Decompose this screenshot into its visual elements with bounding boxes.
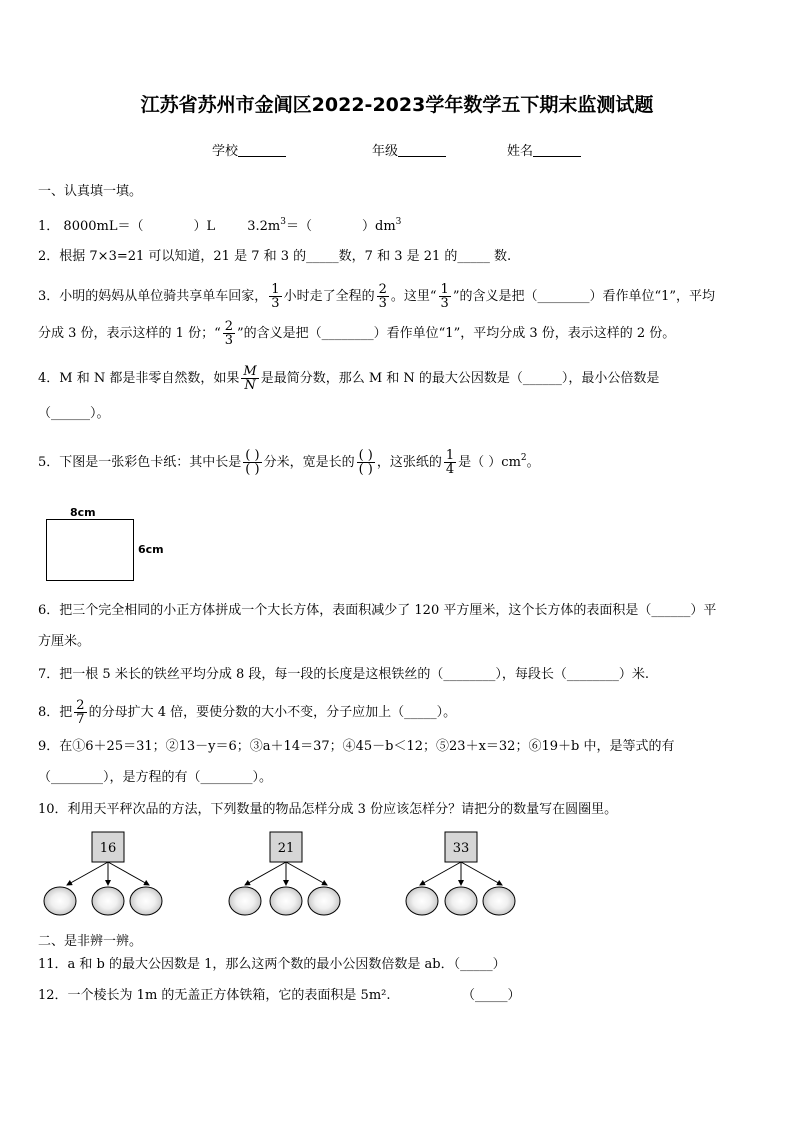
box-16-label: 16 — [99, 841, 117, 856]
question-1 — [38, 212, 401, 237]
tree-16 — [44, 832, 162, 915]
q4-number: 4． — [38, 371, 60, 386]
q5-part-d: 是（ ）cm — [458, 455, 521, 470]
q3-fraction-4: $\frac{2}{3}$ — [224, 319, 233, 348]
q1-part-c: 3.2m — [247, 219, 281, 234]
rect-width-label: 6cm — [138, 543, 164, 556]
q12-number: 12． — [38, 988, 68, 1003]
q3-part-d: ”的含义是把（________）看作单位“1”，平均 — [452, 289, 716, 304]
question-3 — [38, 283, 715, 310]
answer-circle[interactable] — [130, 887, 162, 915]
answer-circle[interactable] — [308, 887, 340, 915]
section-2-heading: 二、是非辨一辨。 — [38, 934, 143, 949]
q5-part-a: 下图是一张彩色卡纸：其中长是 — [59, 455, 242, 470]
question-3-line-2 — [38, 320, 675, 347]
answer-circle[interactable] — [483, 887, 515, 915]
q1-part-b: ）L — [193, 219, 216, 234]
q10-text: 利用天平秤次品的方法，下列数量的物品怎样分成 3 份应该怎样分？请把分的数量写在圆圈里。 — [67, 802, 618, 817]
q7-text: 把一根 5 米长的铁丝平均分成 8 段，每一段的长度是这根铁丝的（________），每段长（________）米. — [59, 667, 649, 682]
q4-line-2: （______）。 — [38, 406, 110, 421]
q5-part-c: ，这张纸的 — [376, 455, 442, 470]
q10-diagrams — [30, 828, 530, 920]
question-8 — [38, 699, 456, 726]
tree-21 — [229, 832, 340, 915]
tree-33 — [406, 832, 515, 915]
question-5 — [38, 448, 540, 476]
q8-fraction: $\frac{2}{7}$ — [76, 698, 85, 727]
q5-exp: 2 — [520, 453, 527, 463]
answer-circle[interactable] — [445, 887, 477, 915]
grade-blank[interactable] — [398, 143, 446, 157]
q8-part-a: 把 — [59, 705, 73, 720]
page-title: 江苏省苏州市金阊区2022-2023学年数学五下期末监测试题 — [140, 94, 654, 116]
q11-text: a 和 b 的最大公因数是 1，那么这两个数的最小公因数倍数是 ab．（_____） — [67, 957, 506, 972]
q6-number: 6． — [38, 603, 60, 618]
question-7 — [38, 665, 649, 685]
q4-fraction: $\frac{M}{N}$ — [243, 364, 257, 393]
school-label: 学校 — [212, 144, 239, 159]
box-21-label: 21 — [277, 841, 295, 856]
answer-circle[interactable] — [229, 887, 261, 915]
q3-line2-b: ”的含义是把（________）看作单位“1”，平均分成 3 份，表示这样的 2 份。 — [237, 326, 676, 341]
q3-part-c: 。这里“ — [390, 289, 437, 304]
q3-fraction-2: $\frac{2}{3}$ — [378, 282, 387, 311]
question-9 — [38, 737, 674, 757]
q10-number: 10． — [38, 802, 68, 817]
q1-exp-2: 3 — [395, 217, 402, 227]
q5-part-b: 分米，宽是长的 — [263, 455, 355, 470]
school-field[interactable] — [212, 140, 286, 159]
name-field[interactable] — [507, 140, 581, 159]
q5-fraction-3: $\frac{1}{4}$ — [445, 448, 455, 477]
grade-label: 年级 — [372, 144, 399, 159]
q1-number: 1． — [38, 219, 60, 234]
q1-part-a: 8000mL＝（ — [63, 219, 144, 234]
question-2 — [38, 247, 511, 267]
q9-line-2: （________），是方程的有（________）。 — [38, 770, 273, 785]
section-1-heading: 一、认真填一填。 — [38, 184, 143, 199]
question-4 — [38, 365, 659, 392]
q12-text: 一个棱长为 1m 的无盖正方体铁箱，它的表面积是 5m². — [67, 988, 391, 1003]
q5-fraction-2[interactable]: $\frac{( )}{( )}$ — [358, 448, 373, 477]
q3-line2-a: 分成 3 份，表示这样的 1 份；“ — [38, 326, 221, 341]
answer-circle[interactable] — [44, 887, 76, 915]
q3-fraction-3: $\frac{1}{3}$ — [440, 282, 449, 311]
question-11 — [38, 955, 506, 975]
q2-number: 2． — [38, 249, 60, 264]
answer-circle[interactable] — [92, 887, 124, 915]
q5-fraction-1[interactable]: $\frac{( )}{( )}$ — [245, 448, 260, 477]
q11-number: 11． — [38, 957, 68, 972]
name-label: 姓名 — [507, 144, 534, 159]
q12-answer-paren[interactable]: （_____） — [462, 988, 521, 1003]
q1-part-e: ＝（ — [286, 219, 313, 234]
q2-text: 根据 7×3=21 可以知道，21 是 7 和 3 的_____数，7 和 3 是 21 的_____ 数. — [59, 249, 512, 264]
question-12 — [38, 986, 390, 1006]
card-rectangle — [46, 519, 134, 581]
q8-number: 8． — [38, 705, 60, 720]
name-blank[interactable] — [533, 143, 581, 157]
grade-field[interactable] — [372, 140, 446, 159]
school-blank[interactable] — [238, 143, 286, 157]
question-10 — [38, 800, 617, 820]
q3-part-a: 小明的妈妈从单位骑共享单车回家， — [59, 289, 268, 304]
rect-length-label: 8cm — [70, 506, 96, 519]
q9-line-1: 在①6＋25＝31；②13－y＝6；③a＋14＝37；④45－b＜12；⑤23＋x＝32；⑥19＋b 中，是等式的有 — [59, 739, 675, 754]
question-6 — [38, 601, 716, 621]
q3-fraction-1: $\frac{1}{3}$ — [271, 282, 280, 311]
q6-line-2: 方厘米。 — [38, 634, 91, 649]
q1-exp-1: 3 — [280, 217, 286, 227]
q5-number: 5． — [38, 455, 60, 470]
q7-number: 7． — [38, 667, 60, 682]
q5-part-f: 。 — [526, 455, 540, 470]
answer-circle[interactable] — [270, 887, 302, 915]
q6-line-1: 把三个完全相同的小正方体拼成一个大长方体，表面积减少了 120 平方厘米，这个长方体的表面积是（______）平 — [59, 603, 717, 618]
q8-part-b: 的分母扩大 4 倍，要使分数的大小不变，分子应加上（_____）。 — [88, 705, 457, 720]
q4-part-a: M 和 N 都是非零自然数，如果 — [59, 371, 240, 386]
q4-part-b: 是最简分数，那么 M 和 N 的最大公因数是（______），最小公倍数是 — [260, 371, 660, 386]
q9-number: 9． — [38, 739, 60, 754]
q3-part-b: 小时走了全程的 — [283, 289, 375, 304]
q3-number: 3． — [38, 289, 60, 304]
box-33-label: 33 — [452, 841, 470, 856]
answer-circle[interactable] — [406, 887, 438, 915]
q1-part-f: ）dm — [362, 219, 396, 234]
